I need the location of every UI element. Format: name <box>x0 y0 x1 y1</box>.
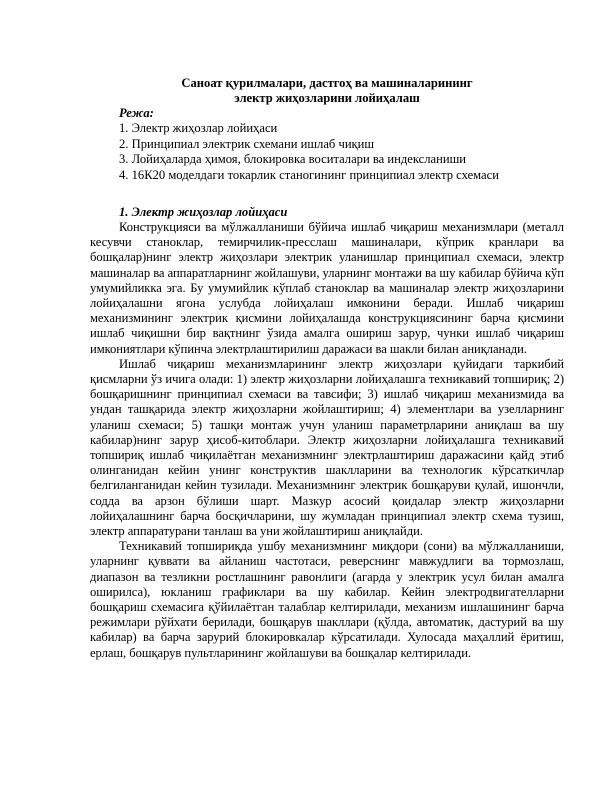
section-heading: 1. Электр жиҳозлар лойиҳаси <box>119 205 288 219</box>
plan-label: Режа: <box>119 106 154 120</box>
body-paragraph: Ишлаб чиқариш механизмларининг электр жиҳозлари қуйидаги таркибий қисмларни ўз ичига олади: 1) электр жиҳозларни лойиҳалашга техникавий топшириқ; 2) бошқаришнинг принципиал схемаси ва тавсифи; 3) ишлаб чиқариш механизмида ва ундан ташқарида электр жиҳозларни жойлаштириш; 4) элементлари ва узелларнинг уланиш схемаси; 5) ташқи монтаж учун уланиш параметрларини аниқлаш ва шу кабилар)нинг зарур ҳисоб-китоблари. Электр жиҳозларни лойиҳалашга техникавий топшириқ ишлаб чиқилаётган механизмнинг электрлаштириш даражасини қайд этиб олинганидан кейин унинг конструктив шаклларини ва технологик кўрсаткичлар белгиланганидан кейин тузилади. Механизмнинг электрик бошқаруви қулай, ишончли, содда ва арзон бўлиши шарт. Мазкур асосий қоидалар электр жиҳозларни лойиҳалашнинг барча босқичларини, шу жумладан принципиал электр схема тузиш, электр аппаратурани танлаш ва уни жойлаштириш аниқлайди. <box>90 356 564 539</box>
document-title-line-2: электр жиҳозларини лойиҳалаш <box>234 91 420 105</box>
section-body <box>90 220 564 661</box>
plan-list <box>119 121 499 183</box>
plan-item: 2. Принципиал электрик схемани ишлаб чиқиш <box>119 136 375 151</box>
body-paragraph: Техникавий топшириқда ушбу механизмнинг миқдори (сони) ва мўлжалланиши, уларнинг қуввати ва айланиш частотаси, реверснинг мавжудлиги ва тормозлаш, диапазон ва тезликни ростлашнинг равонлиги (агарда у электрик усул билан амалга оширилса), юкланиш графиклари ва шу кабилар. Кейин электродвигателларни бошқариш схемасига қўйилаётган талаблар келтирилади, механизм ишлашининг барча режимлари рўйхати берилади, бошқарув шакллари (қўлда, автоматик, дастурий ва шу кабилар) ва барча зарурий блокировкалар кўрсатилади. Хулосада маҳаллий ёритиш, ерлаш, бошқарув пультларининг жойлашуви ва бошқалар келтирилади. <box>90 539 564 660</box>
plan-item: 1. Электр жиҳозлар лойиҳаси <box>119 121 278 135</box>
plan-item: 3. Лойиҳаларда ҳимоя, блокировка воситалари ва индексланиши <box>119 152 467 167</box>
document-title-line-1: Саноат қурилмалари, дастгоҳ ва машиналарининг <box>181 76 473 90</box>
body-paragraph: Конструкцияси ва мўлжалланиши бўйича ишлаб чиқариш механизмлари (металл кесувчи станоклар, темирчилик-пресслаш машиналари, кўприк кранлари ва бошқалар)нинг электр жиҳозлари электрик уланишлар принципиал схемаси, электр машиналар ва аппаратларнинг жойлашуви, уларнинг монтажи ва шу кабилар бўйича кўп умумийликка эга. Бу умумийлик кўплаб станоклар ва машиналар электр жиҳозларини лойиҳалашни ягона услубда лойиҳалаш имконини беради. Ишлаб чиқариш механизмининг электрик қисмини лойиҳалашда конструкциясининг барча қисмини ишлаб чиқишни бир вақтнинг ўзида амалга ошириш зарур, чунки ишлаб чиқариш имкониятлари кўпинча электрлаштирилиш даражаси ва шакли билан аниқланади. <box>90 220 564 356</box>
plan-item: 4. 16К20 моделдаги токарлик станогининг принципиал электр схемаси <box>119 167 499 182</box>
